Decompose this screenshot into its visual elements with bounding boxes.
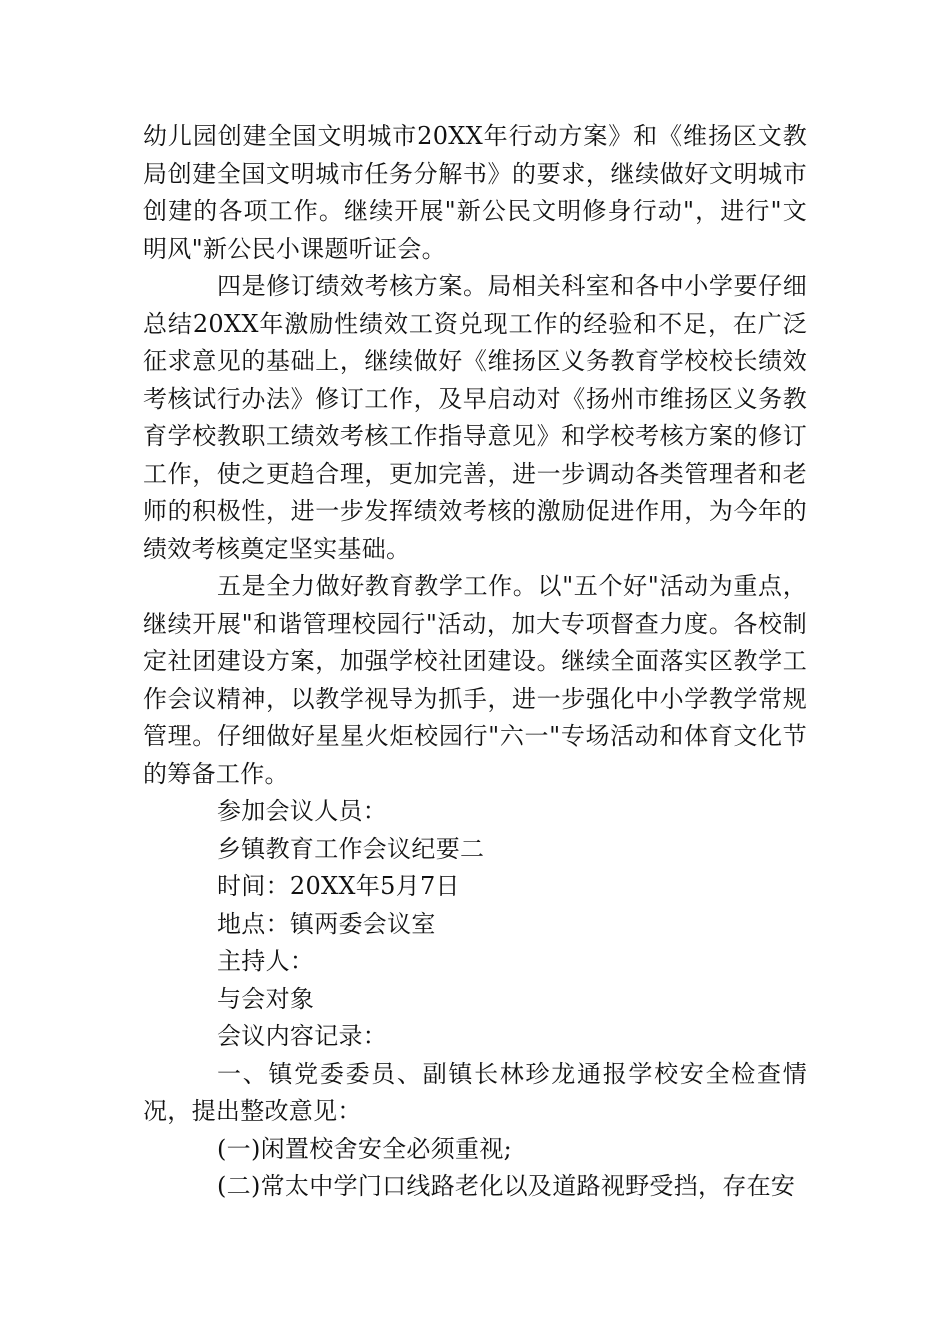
minutes-title: 乡镇教育工作会议纪要二 — [217, 834, 485, 863]
meeting-participants: 与会对象 — [217, 984, 315, 1013]
meeting-record-label: 会议内容记录： — [217, 1022, 388, 1050]
paragraph-continuation: 幼儿园创建全国文明城市20XX年行动方案》和《维扬区文教局创建全国文明城市任务分解书》的要求，继续做好文明城市创建的各项工作。继续开展"新公民文明修身行动"，进行"文明风"新公民小课题听证会。 — [143, 122, 807, 263]
list-item-2: (二)常太中学门口线路老化以及道路视野受挡，存在安 — [217, 1172, 796, 1200]
paragraph-safety-report: 一、镇党委委员、副镇长林珍龙通报学校安全检查情况，提出整改意见： — [143, 1059, 807, 1125]
meeting-time: 时间：20XX年5月7日 — [217, 872, 460, 900]
meeting-location: 地点：镇两委会议室 — [217, 909, 436, 938]
meeting-host: 主持人： — [217, 947, 315, 975]
attendees-label: 参加会议人员： — [217, 797, 388, 825]
paragraph-performance-assessment: 四是修订绩效考核方案。局相关科室和各中小学要仔细总结20XX年激励性绩效工资兑现工作的经验和不足，在广泛征求意见的基础上，继续做好《维扬区义务教育学校校长绩效考核试行办法》修订工作，及早启动对《扬州市维扬区义务教育学校教职工绩效考核工作指导意见》和学校考核方案的修订工作，使之更趋合理，更加完善，进一步调动各类管理者和老师的积极性，进一步发挥绩效考核的激励促进作用，为今年的绩效考核奠定坚实基础。 — [143, 272, 807, 563]
list-item-1: (一)闲置校舍安全必须重视; — [217, 1134, 513, 1163]
document-body — [143, 118, 807, 1206]
paragraph-teaching-work: 五是全力做好教育教学工作。以"五个好"活动为重点，继续开展"和谐管理校园行"活动，加大专项督查力度。各校制定社团建设方案，加强学校社团建设。继续全面落实区教学工作会议精神，以教学视导为抓手，进一步强化中小学教学常规管理。仔细做好星星火炬校园行"六一"专场活动和体育文化节的筹备工作。 — [143, 572, 807, 788]
